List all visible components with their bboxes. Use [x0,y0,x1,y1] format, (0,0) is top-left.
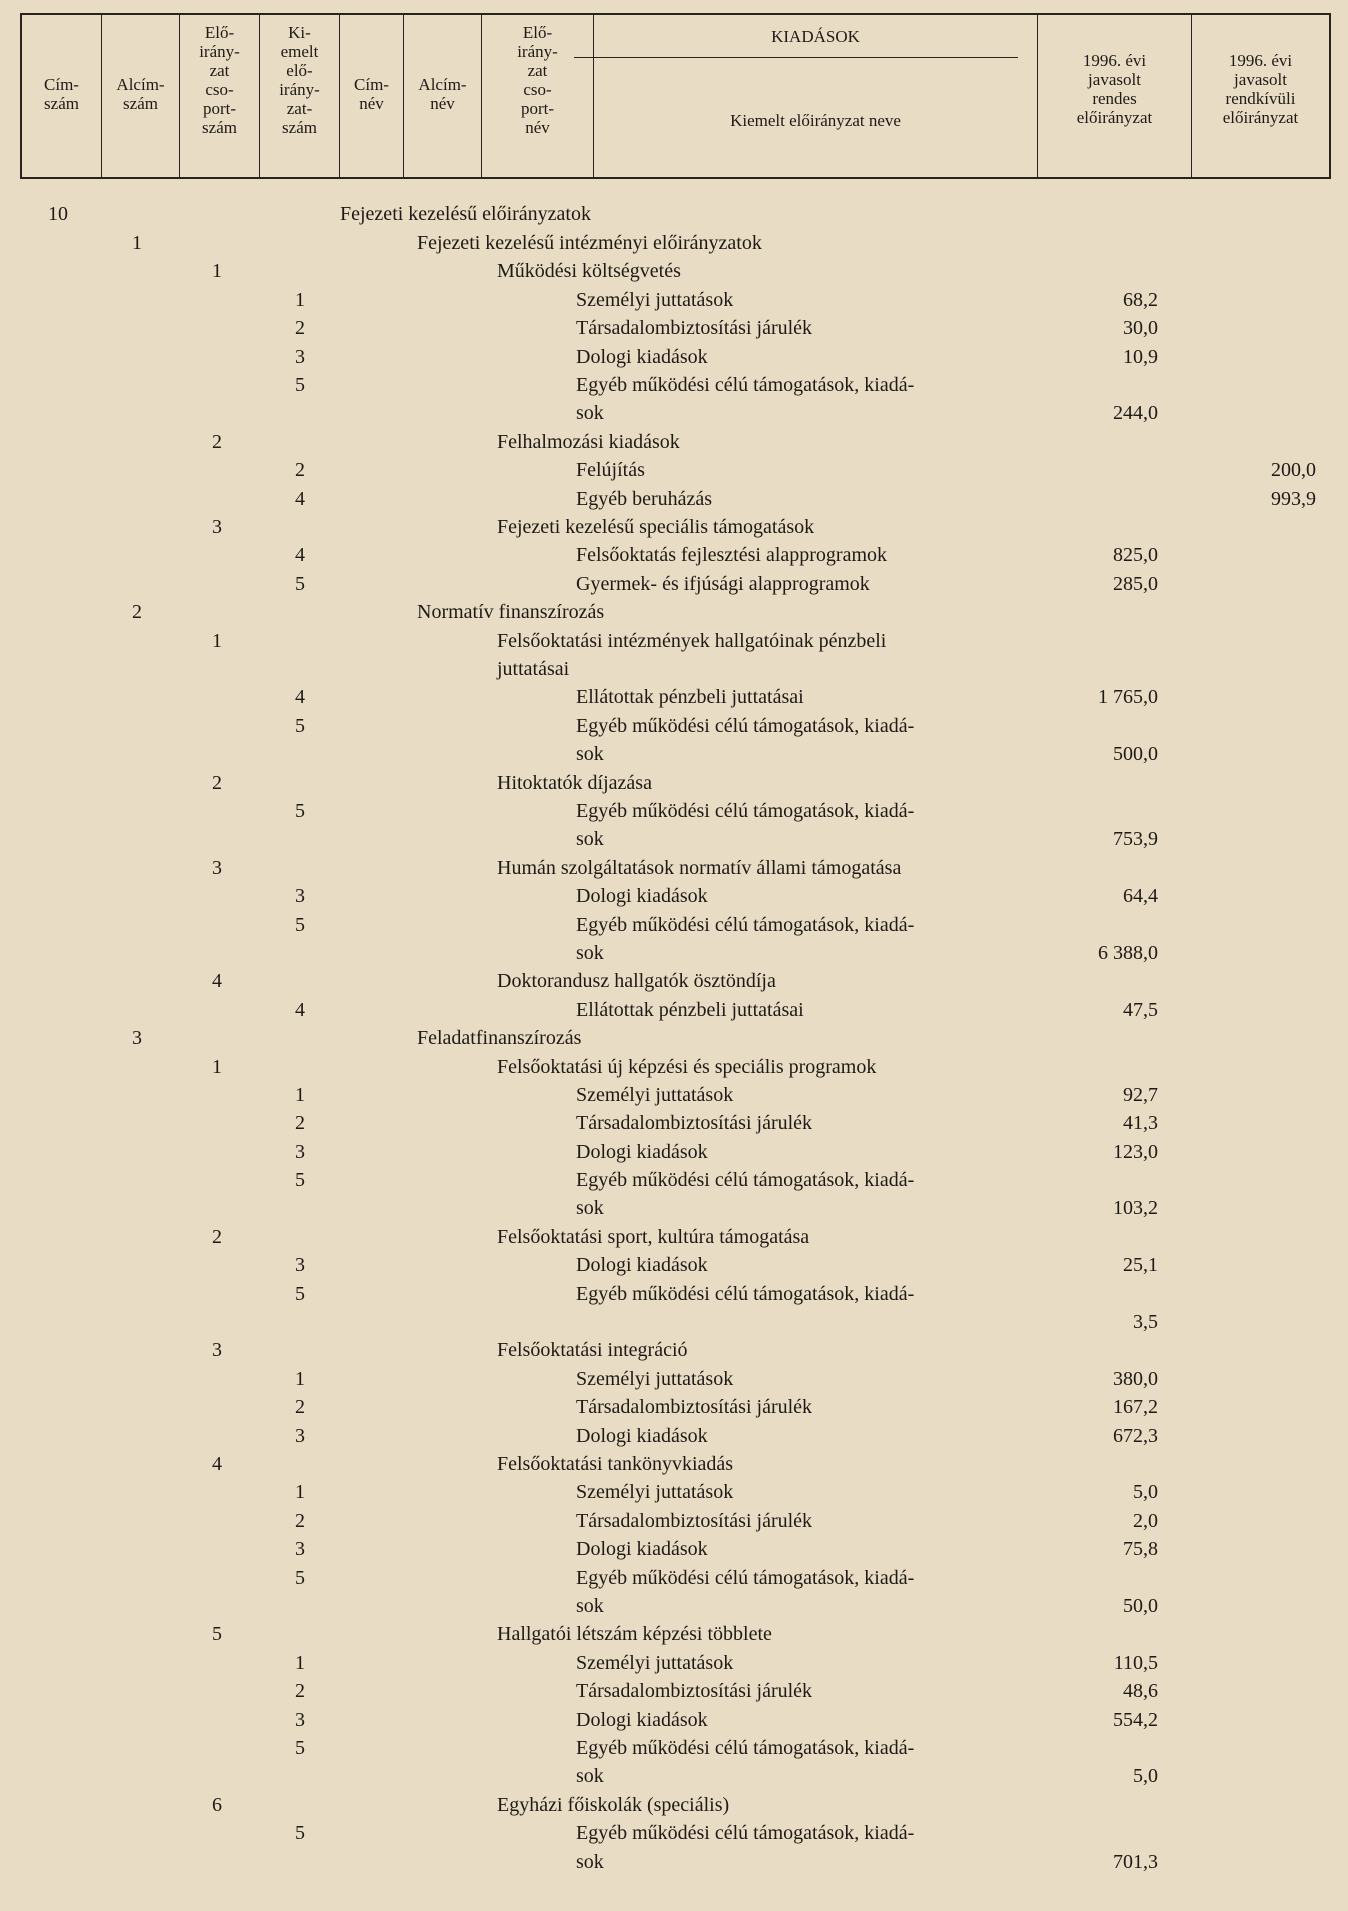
kiemelt-neve-cell: Egyéb működési célú támogatások, kiadá- [576,374,915,396]
kiemelt-neve-cell: Ellátottak pénzbeli juttatásai [576,999,804,1021]
rendes-value-cell: 5,0 [1133,1765,1158,1787]
rendes-value-cell: 41,3 [1123,1112,1158,1134]
kiemelt-neve-cell: Dologi kiadások [576,1709,708,1731]
rendes-value-cell: 25,1 [1123,1254,1158,1276]
header-kiadasok [594,15,1038,177]
csoport-nev-cell: Felsőoktatási intézmények hallgatóinak pénzbeli [497,630,887,652]
kiemelt-neve-cell: Egyéb működési célú támogatások, kiadá- [576,914,915,936]
csoport-szam-cell: 3 [212,1339,222,1361]
cimnev-cell: Fejezeti kezelésű előirányzatok [340,203,591,225]
csoport-nev-cell: juttatásai [497,658,570,680]
rendes-value-cell: 50,0 [1123,1595,1158,1617]
kiemelt-szam-cell: 5 [295,374,305,396]
header-alcimnev [404,15,482,177]
header-kiemelt-szam-text: Ki- emelt elő- irány- zat- szám [279,23,320,137]
kiemelt-szam-cell: 2 [295,1396,305,1418]
kiemelt-szam-cell: 5 [295,1169,305,1191]
rendes-value-cell: 3,5 [1133,1311,1158,1333]
header-alcimszam-text: Alcím- szám [116,75,165,113]
alcimszam-cell: 2 [132,601,142,623]
kiemelt-szam-cell: 2 [295,317,305,339]
kiemelt-neve-cell: Egyéb működési célú támogatások, kiadá- [576,800,915,822]
kiemelt-szam-cell: 3 [295,346,305,368]
kiemelt-neve-cell: Dologi kiadások [576,1425,708,1447]
kiemelt-szam-cell: 5 [295,1567,305,1589]
kiemelt-szam-cell: 3 [295,1709,305,1731]
kiemelt-neve-cell: Társadalombiztosítási járulék [576,1112,813,1134]
header-alcimszam [102,15,180,177]
kiemelt-szam-cell: 1 [295,289,305,311]
rendes-value-cell: 5,0 [1133,1481,1158,1503]
rendes-value-cell: 47,5 [1123,999,1158,1021]
kiemelt-neve-cell: sok [576,828,604,850]
kiemelt-neve-cell: Gyermek- és ifjúsági alapprogramok [576,573,870,595]
kiemelt-neve-cell: sok [576,743,604,765]
csoport-szam-cell: 1 [212,1056,222,1078]
kiemelt-neve-cell: Egyéb működési célú támogatások, kiadá- [576,1737,915,1759]
header-kiemelt-neve: Kiemelt előirányzat neve [730,111,901,130]
header-rendkivuli-text: 1996. évi javasolt rendkívüli előirányzat [1222,51,1299,127]
rendes-value-cell: 110,5 [1113,1652,1158,1674]
kiemelt-szam-cell: 3 [295,1538,305,1560]
kiemelt-neve-cell: Egyéb működési célú támogatások, kiadá- [576,1567,915,1589]
kiemelt-szam-cell: 1 [295,1084,305,1106]
kiemelt-neve-cell: Egyéb működési célú támogatások, kiadá- [576,715,915,737]
kiemelt-neve-cell: Társadalombiztosítási járulék [576,1680,813,1702]
kiemelt-szam-cell: 5 [295,1737,305,1759]
csoport-szam-cell: 4 [212,1453,222,1475]
rendes-value-cell: 123,0 [1113,1141,1158,1163]
csoport-szam-cell: 2 [212,431,222,453]
rendes-value-cell: 753,9 [1113,828,1158,850]
rendes-value-cell: 1 765,0 [1098,686,1158,708]
csoport-nev-cell: Humán szolgáltatások normatív állami támogatása [497,857,902,879]
kiemelt-szam-cell: 4 [295,488,305,510]
kiemelt-szam-cell: 2 [295,1112,305,1134]
header-cimnev [340,15,404,177]
kiemelt-neve-cell: Felsőoktatás fejlesztési alapprogramok [576,544,888,566]
kiemelt-szam-cell: 5 [295,1822,305,1844]
csoport-nev-cell: Felsőoktatási tankönyvkiadás [497,1453,734,1475]
header-alcimnev-text: Alcím- név [418,75,467,113]
kiemelt-neve-cell: Személyi juttatások [576,1652,734,1674]
alcimnev-cell: Feladatfinanszírozás [417,1027,582,1049]
csoport-nev-cell: Működési költségvetés [497,260,681,282]
kiemelt-neve-cell: sok [576,942,604,964]
kiemelt-neve-cell: Társadalombiztosítási járulék [576,1510,813,1532]
kiemelt-szam-cell: 5 [295,573,305,595]
rendes-value-cell: 68,2 [1123,289,1158,311]
rendes-value-cell: 672,3 [1113,1425,1158,1447]
csoport-szam-cell: 1 [212,260,222,282]
kiemelt-szam-cell: 2 [295,459,305,481]
kiemelt-neve-cell: sok [576,1595,604,1617]
csoport-szam-cell: 3 [212,857,222,879]
rendkivuli-value-cell: 993,9 [1271,488,1316,510]
header-rendes [1038,15,1192,177]
rendes-value-cell: 92,7 [1123,1084,1158,1106]
rendes-value-cell: 500,0 [1113,743,1158,765]
kiemelt-szam-cell: 3 [295,1425,305,1447]
kiemelt-neve-cell: Személyi juttatások [576,289,734,311]
header-kiemelt-szam [260,15,340,177]
kiemelt-szam-cell: 1 [295,1368,305,1390]
header-cimszam-text: Cím- szám [44,75,79,113]
alcimszam-cell: 1 [132,232,142,254]
alcimnev-cell: Fejezeti kezelésű intézményi előirányzatok [417,232,762,254]
kiemelt-neve-cell: Dologi kiadások [576,1538,708,1560]
kiemelt-szam-cell: 4 [295,999,305,1021]
rendes-value-cell: 285,0 [1113,573,1158,595]
rendes-value-cell: 10,9 [1123,346,1158,368]
kiemelt-neve-cell: sok [576,1851,604,1873]
kiemelt-szam-cell: 1 [295,1652,305,1674]
csoport-szam-cell: 5 [212,1623,222,1645]
kiemelt-szam-cell: 3 [295,1254,305,1276]
kiemelt-neve-cell: Dologi kiadások [576,346,708,368]
kiemelt-neve-cell: Egyéb beruházás [576,488,713,510]
alcimszam-cell: 3 [132,1027,142,1049]
csoport-szam-cell: 2 [212,772,222,794]
header-kiadasok-divider [574,57,1018,58]
csoport-nev-cell: Egyházi főiskolák (speciális) [497,1794,730,1816]
csoport-nev-cell: Fejezeti kezelésű speciális támogatások [497,516,815,538]
kiemelt-neve-cell: Egyéb működési célú támogatások, kiadá- [576,1283,915,1305]
csoport-szam-cell: 6 [212,1794,222,1816]
kiemelt-neve-cell: sok [576,402,604,424]
table-header [20,13,1331,179]
rendes-value-cell: 6 388,0 [1098,942,1158,964]
header-csoport-nev-text: Elő- irány- zat cso- port- név [517,23,558,137]
kiemelt-szam-cell: 3 [295,1141,305,1163]
kiemelt-szam-cell: 5 [295,914,305,936]
csoport-szam-cell: 3 [212,516,222,538]
rendes-value-cell: 48,6 [1123,1680,1158,1702]
header-cimnev-text: Cím- név [354,75,389,113]
kiemelt-neve-cell: Személyi juttatások [576,1481,734,1503]
kiemelt-neve-cell: Egyéb működési célú támogatások, kiadá- [576,1169,915,1191]
kiemelt-szam-cell: 2 [295,1510,305,1532]
rendes-value-cell: 167,2 [1113,1396,1158,1418]
kiemelt-neve-cell: Dologi kiadások [576,1141,708,1163]
csoport-nev-cell: Felsőoktatási sport, kultúra támogatása [497,1226,810,1248]
kiemelt-neve-cell: Társadalombiztosítási járulék [576,317,813,339]
csoport-szam-cell: 2 [212,1226,222,1248]
rendes-value-cell: 64,4 [1123,885,1158,907]
rendes-value-cell: 2,0 [1133,1510,1158,1532]
rendes-value-cell: 825,0 [1113,544,1158,566]
kiemelt-neve-cell: sok [576,1765,604,1787]
csoport-szam-cell: 1 [212,630,222,652]
csoport-nev-cell: Doktorandusz hallgatók ösztöndíja [497,970,776,992]
rendes-value-cell: 701,3 [1113,1851,1158,1873]
kiemelt-szam-cell: 5 [295,715,305,737]
kiemelt-neve-cell: Személyi juttatások [576,1368,734,1390]
csoport-nev-cell: Felsőoktatási új képzési és speciális programok [497,1056,877,1078]
kiemelt-szam-cell: 5 [295,800,305,822]
rendkivuli-value-cell: 200,0 [1271,459,1316,481]
header-rendkivuli [1192,15,1329,177]
kiemelt-szam-cell: 4 [295,686,305,708]
header-eloiranyzat-csoport-nev [482,15,594,177]
csoport-nev-cell: Felsőoktatási integráció [497,1339,688,1361]
kiemelt-neve-cell: Dologi kiadások [576,885,708,907]
header-eloiranyzat-csoport-szam [180,15,260,177]
kiemelt-neve-cell: Személyi juttatások [576,1084,734,1106]
rendes-value-cell: 103,2 [1113,1197,1158,1219]
csoport-nev-cell: Hitoktatók díjazása [497,772,652,794]
kiemelt-szam-cell: 2 [295,1680,305,1702]
kiemelt-neve-cell: Dologi kiadások [576,1254,708,1276]
header-cimszam [22,15,102,177]
kiemelt-neve-cell: Társadalombiztosítási járulék [576,1396,813,1418]
kiemelt-szam-cell: 1 [295,1481,305,1503]
kiemelt-szam-cell: 5 [295,1283,305,1305]
csoport-nev-cell: Hallgatói létszám képzési többlete [497,1623,772,1645]
kiemelt-szam-cell: 3 [295,885,305,907]
rendes-value-cell: 244,0 [1113,402,1158,424]
header-rendes-text: 1996. évi javasolt rendes előirányzat [1076,51,1153,127]
alcimnev-cell: Normatív finanszírozás [417,601,605,623]
kiemelt-neve-cell: Felújítás [576,459,645,481]
kiemelt-szam-cell: 4 [295,544,305,566]
kiemelt-neve-cell: sok [576,1197,604,1219]
header-kiadasok-title: KIADÁSOK [771,27,860,46]
rendes-value-cell: 554,2 [1113,1709,1158,1731]
rendes-value-cell: 30,0 [1123,317,1158,339]
kiemelt-neve-cell: Ellátottak pénzbeli juttatásai [576,686,804,708]
cimszam-cell: 10 [48,203,68,225]
rendes-value-cell: 75,8 [1123,1538,1158,1560]
csoport-nev-cell: Felhalmozási kiadások [497,431,680,453]
kiemelt-neve-cell: Egyéb működési célú támogatások, kiadá- [576,1822,915,1844]
header-csoport-szam-text: Elő- irány- zat cso- port- szám [199,23,240,137]
csoport-szam-cell: 4 [212,970,222,992]
rendes-value-cell: 380,0 [1113,1368,1158,1390]
